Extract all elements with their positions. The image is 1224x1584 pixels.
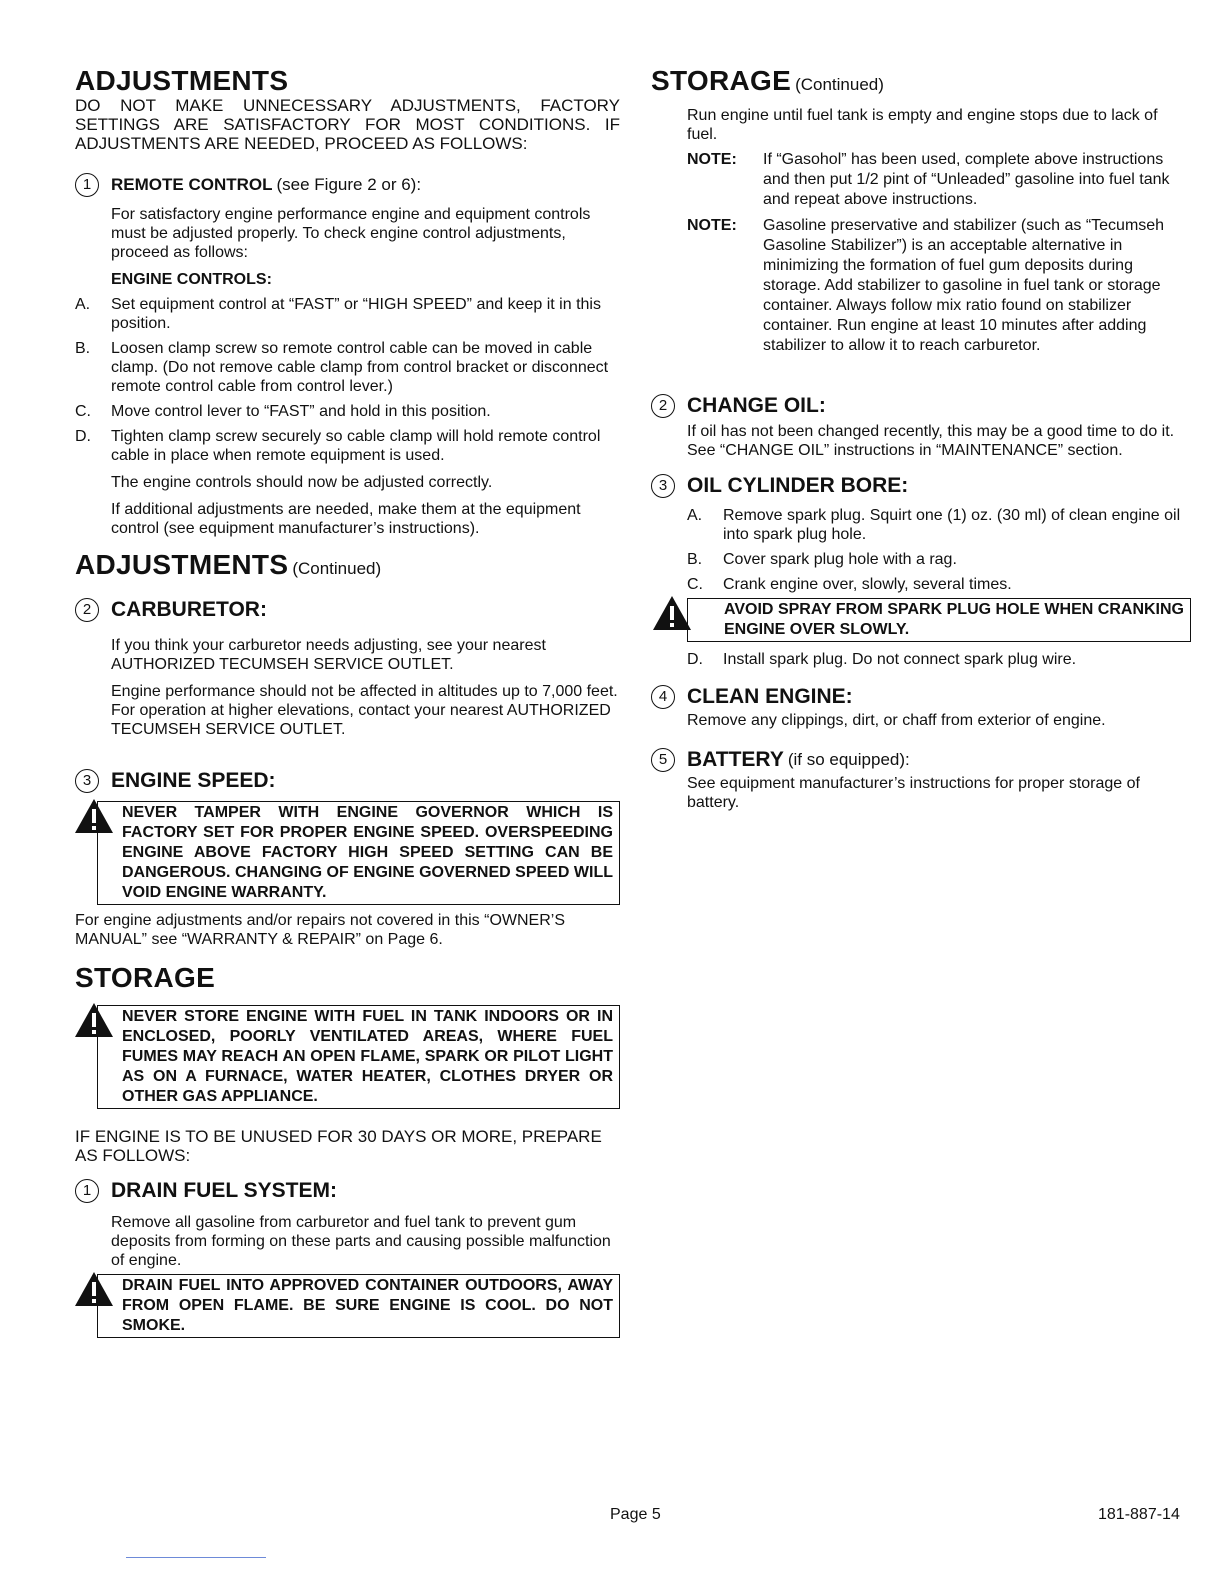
warning-icon <box>74 1002 114 1038</box>
carburetor-title: CARBURETOR: <box>111 598 267 621</box>
oil-cylinder-bore-list <box>687 506 1191 594</box>
controls-adjusted-text: The engine controls should now be adjusted correctly. <box>111 474 493 491</box>
note-item: NOTE: If “Gasohol” has been used, complete above instructions and then put 1/2 pint of “Unleaded” gasoline into fuel tank and repeat above instructions. <box>687 151 1170 208</box>
engine-speed-subheading <box>75 769 620 793</box>
step-number: 4 <box>651 685 675 709</box>
carburetor-subheading <box>75 598 620 622</box>
clean-engine-subheading <box>651 685 1191 709</box>
engine-controls-list <box>75 295 620 465</box>
left-column <box>75 66 620 1338</box>
oil-cylinder-bore-subheading <box>651 474 1191 498</box>
battery-paragraph: See equipment manufacturer’s instructions for proper storage of battery. <box>687 775 1140 811</box>
carburetor-paragraph-1: If you think your carburetor needs adjusting, see your nearest AUTHORIZED TECUMSEH SERVICE OUTLET. <box>111 637 546 673</box>
battery-note: (if so equipped): <box>787 750 910 769</box>
run-engine-text: Run engine until fuel tank is empty and engine stops due to lack of fuel. <box>687 107 1158 143</box>
right-column <box>651 66 1191 812</box>
remote-control-note: (see Figure 2 or 6): <box>276 175 422 194</box>
step-number: 1 <box>75 1179 99 1203</box>
spark-plug-warning: AVOID SPRAY FROM SPARK PLUG HOLE WHEN CRANKING ENGINE OVER SLOWLY. <box>687 598 1191 642</box>
list-item: B. Cover spark plug hole with a rag. <box>687 551 957 568</box>
step-number: 1 <box>75 173 99 197</box>
battery-subheading <box>651 748 1191 772</box>
list-item: D. Tighten clamp screw securely so cable clamp will hold remote control cable in place when remote equipment is used. <box>75 428 601 464</box>
list-item: C. Move control lever to “FAST” and hold in this position. <box>75 403 491 420</box>
change-oil-paragraph: If oil has not been changed recently, this may be a good time to do it. See “CHANGE OIL” instructions in “MAINTENANCE” section. <box>687 423 1175 459</box>
step-number: 2 <box>651 394 675 418</box>
list-item: A. Set equipment control at “FAST” or “HIGH SPEED” and keep it in this position. <box>75 296 601 332</box>
adjustments-heading: ADJUSTMENTS <box>75 65 289 96</box>
clean-engine-title: CLEAN ENGINE: <box>687 685 853 708</box>
remote-control-paragraph: For satisfactory engine performance engine and equipment controls must be adjusted properly. To check engine control adjustments, proceed as follows: <box>111 206 591 261</box>
divider <box>126 1557 266 1558</box>
drain-fuel-title: DRAIN FUEL SYSTEM: <box>111 1179 337 1202</box>
drain-fuel-subheading <box>75 1179 620 1203</box>
storage-warning: NEVER STORE ENGINE WITH FUEL IN TANK INDOORS OR IN ENCLOSED, POORLY VENTILATED AREAS, WHERE FUEL FUMES MAY REACH AN OPEN FLAME, SPARK OR PILOT LIGHT AS ON A FURNACE, WATER HEATER, CLOTHES DRYER OR OTHER GAS APPLIANCE. <box>97 1005 620 1109</box>
drain-fuel-warning: DRAIN FUEL INTO APPROVED CONTAINER OUTDOORS, AWAY FROM OPEN FLAME. BE SURE ENGINE IS COOL. DO NOT SMOKE. <box>97 1274 620 1338</box>
clean-engine-paragraph: Remove any clippings, dirt, or chaff from exterior of engine. <box>687 712 1106 729</box>
step-number: 3 <box>651 474 675 498</box>
step-number: 2 <box>75 598 99 622</box>
storage-heading: STORAGE <box>75 962 216 993</box>
adjustments-continued-heading: ADJUSTMENTS (Continued) <box>75 549 382 580</box>
note-item: NOTE: Gasoline preservative and stabilizer (such as “Tecumseh Gasoline Stabilizer”) is an acceptable alternative in minimizing the formation of fuel gum deposits during storage. Add stabilizer to gasoline in fuel tank or storage container. Always follow mix ratio found on stabilizer container. Run engine at least 10 minutes after adding stabilizer to allow it to reach carburetor. <box>687 217 1165 354</box>
warning-icon <box>652 595 692 631</box>
storage-notes <box>687 150 1191 356</box>
additional-adjustments-text: If additional adjustments are needed, make them at the equipment control (see equipment manufacturer’s instructions). <box>111 501 581 537</box>
page-number: Page 5 <box>610 1506 661 1523</box>
carburetor-paragraph-2: Engine performance should not be affected in altitudes up to 7,000 feet. For operation at higher elevations, contact your nearest AUTHORIZED TECUMSEH SERVICE OUTLET. <box>111 683 618 738</box>
list-item: D. Install spark plug. Do not connect spark plug wire. <box>687 651 1077 668</box>
drain-fuel-paragraph: Remove all gasoline from carburetor and fuel tank to prevent gum deposits from forming on these parts and causing possible malfunction of engine. <box>111 1214 611 1269</box>
engine-speed-warning: NEVER TAMPER WITH ENGINE GOVERNOR WHICH IS FACTORY SET FOR PROPER ENGINE SPEED. OVERSPEEDING ENGINE ABOVE FACTORY HIGH SPEED SETTING CAN BE DANGEROUS. CHANGING OF ENGINE GOVERNED SPEED WILL VOID ENGINE WARRANTY. <box>97 801 620 905</box>
oil-cylinder-bore-title: OIL CYLINDER BORE: <box>687 474 909 497</box>
list-item: B. Loosen clamp screw so remote control cable can be moved in cable clamp. (Do not remove cable clamp from control bracket or disconnect remote control cable from control lever.) <box>75 340 609 395</box>
engine-controls-heading: ENGINE CONTROLS: <box>111 271 272 288</box>
warning-icon <box>74 1271 114 1307</box>
list-item: C. Crank engine over, slowly, several times. <box>687 576 1012 593</box>
change-oil-title: CHANGE OIL: <box>687 394 826 417</box>
document-code: 181-887-14 <box>1098 1506 1180 1523</box>
change-oil-subheading <box>651 394 1191 418</box>
list-item: A. Remove spark plug. Squirt one (1) oz. (30 ml) of clean engine oil into spark plug hole. <box>687 507 1181 543</box>
step-number: 5 <box>651 748 675 772</box>
remote-control-subheading <box>75 173 620 197</box>
battery-title: BATTERY <box>687 748 784 771</box>
warranty-reference-text: For engine adjustments and/or repairs not covered in this “OWNER’S MANUAL” see “WARRANTY & REPAIR” on Page 6. <box>75 912 565 948</box>
remote-control-title: REMOTE CONTROL <box>111 175 273 194</box>
engine-speed-title: ENGINE SPEED: <box>111 769 276 792</box>
storage-continued-heading: STORAGE (Continued) <box>651 65 884 96</box>
step-number: 3 <box>75 769 99 793</box>
storage-intro: IF ENGINE IS TO BE UNUSED FOR 30 DAYS OR MORE, PREPARE AS FOLLOWS: <box>75 1127 602 1165</box>
adjustments-intro: DO NOT MAKE UNNECESSARY ADJUSTMENTS, FACTORY SETTINGS ARE SATISFACTORY FOR MOST CONDITIONS. IF ADJUSTMENTS ARE NEEDED, PROCEED AS FOLLOWS: <box>75 96 620 153</box>
warning-icon <box>74 798 114 834</box>
